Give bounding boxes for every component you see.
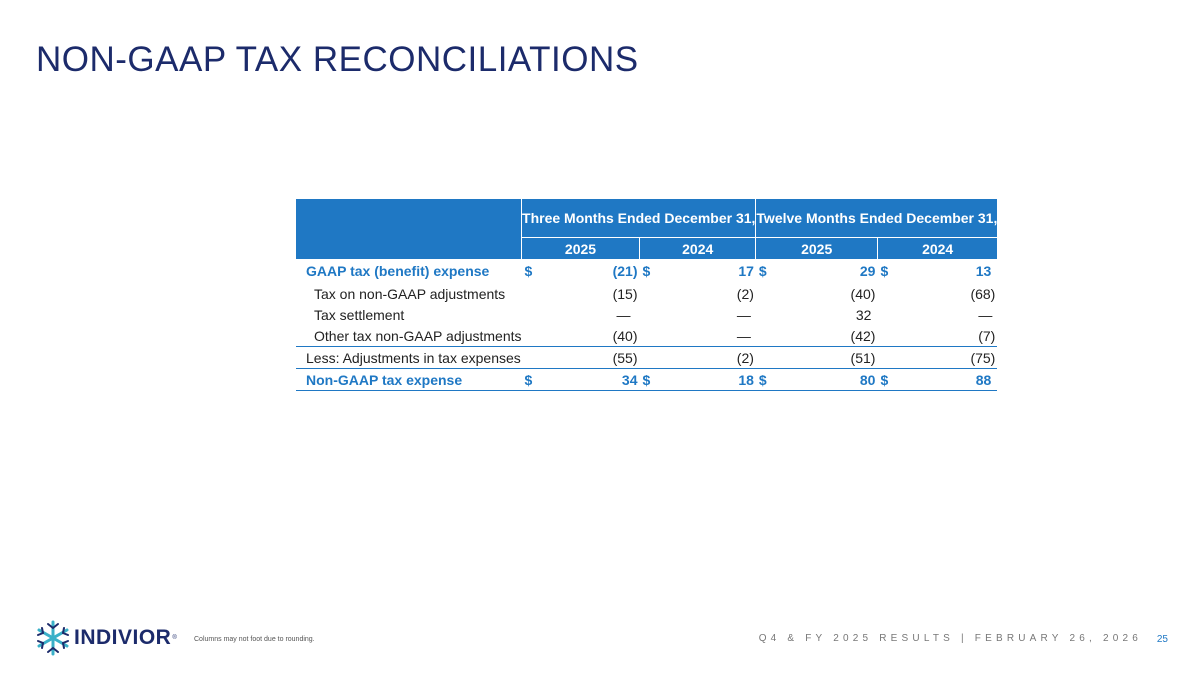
cell-value: 32 [855, 306, 872, 323]
cell-value: — [736, 306, 751, 323]
cell-value: (40) [612, 327, 638, 344]
header-blank [296, 238, 522, 260]
currency-symbol: $ [756, 369, 786, 391]
currency-symbol: $ [758, 263, 767, 279]
cell-value: (40) [850, 285, 876, 302]
header-three-months: Three Months Ended December 31, [522, 199, 756, 238]
cell-value: 34 [550, 369, 640, 391]
cell-value: (51) [785, 347, 877, 369]
table-row [296, 259, 997, 283]
rounding-footnote: Columns may not foot due to rounding. [194, 636, 315, 643]
header-blank [296, 199, 522, 238]
indivior-logo [36, 620, 177, 656]
row-label: Tax settlement [314, 306, 405, 323]
cell-value: (2) [668, 347, 756, 369]
cell-value: 13 [975, 263, 992, 279]
currency-symbol: $ [642, 263, 651, 279]
cell-value: (15) [612, 285, 638, 302]
row-label: Non-GAAP tax expense [296, 369, 522, 391]
currency-symbol: $ [524, 263, 533, 279]
row-label: Tax on non-GAAP adjustments [314, 285, 506, 302]
cell-value: (75) [907, 347, 997, 369]
cell-value: 29 [859, 263, 876, 279]
page-number: 25 [1156, 634, 1168, 645]
cell-value: (21) [612, 263, 638, 279]
cell-value: (42) [850, 327, 876, 344]
header-year: 2024 [640, 238, 756, 260]
table-row [296, 369, 997, 391]
registered-mark: ® [172, 635, 177, 641]
tax-reconciliation-table [296, 199, 997, 391]
currency-symbol: $ [877, 369, 907, 391]
row-label: Less: Adjustments in tax expenses [296, 347, 522, 369]
header-year: 2025 [522, 238, 640, 260]
table-row [296, 347, 997, 369]
snowflake-logo-icon [36, 620, 70, 656]
currency-symbol: $ [640, 369, 668, 391]
cell-value: — [616, 306, 631, 323]
currency-symbol: $ [522, 369, 550, 391]
cell-value: 88 [907, 369, 997, 391]
header-year: 2024 [877, 238, 997, 260]
cell-value: (55) [550, 347, 640, 369]
cell-value: (68) [970, 285, 996, 302]
currency-symbol: $ [880, 263, 889, 279]
table-row [296, 283, 997, 304]
cell-value: (7) [978, 327, 996, 344]
cell-value: 18 [668, 369, 756, 391]
header-twelve-months: Twelve Months Ended December 31, [756, 199, 997, 238]
table-row [296, 304, 997, 325]
logo-wordmark: INDIVIOR [74, 626, 172, 649]
slide-title: NON-GAAP TAX RECONCILIATIONS [36, 40, 639, 79]
cell-value: (2) [736, 285, 754, 302]
footer-results-date: Q4 & FY 2025 RESULTS | FEBRUARY 26, 2026 [758, 633, 1142, 644]
row-label: GAAP tax (benefit) expense [306, 263, 490, 279]
table-row [296, 325, 997, 347]
cell-value: — [736, 327, 751, 344]
row-label: Other tax non-GAAP adjustments [314, 327, 522, 344]
header-year: 2025 [756, 238, 878, 260]
cell-value: — [978, 306, 993, 323]
cell-value: 17 [738, 263, 754, 279]
cell-value: 80 [785, 369, 877, 391]
